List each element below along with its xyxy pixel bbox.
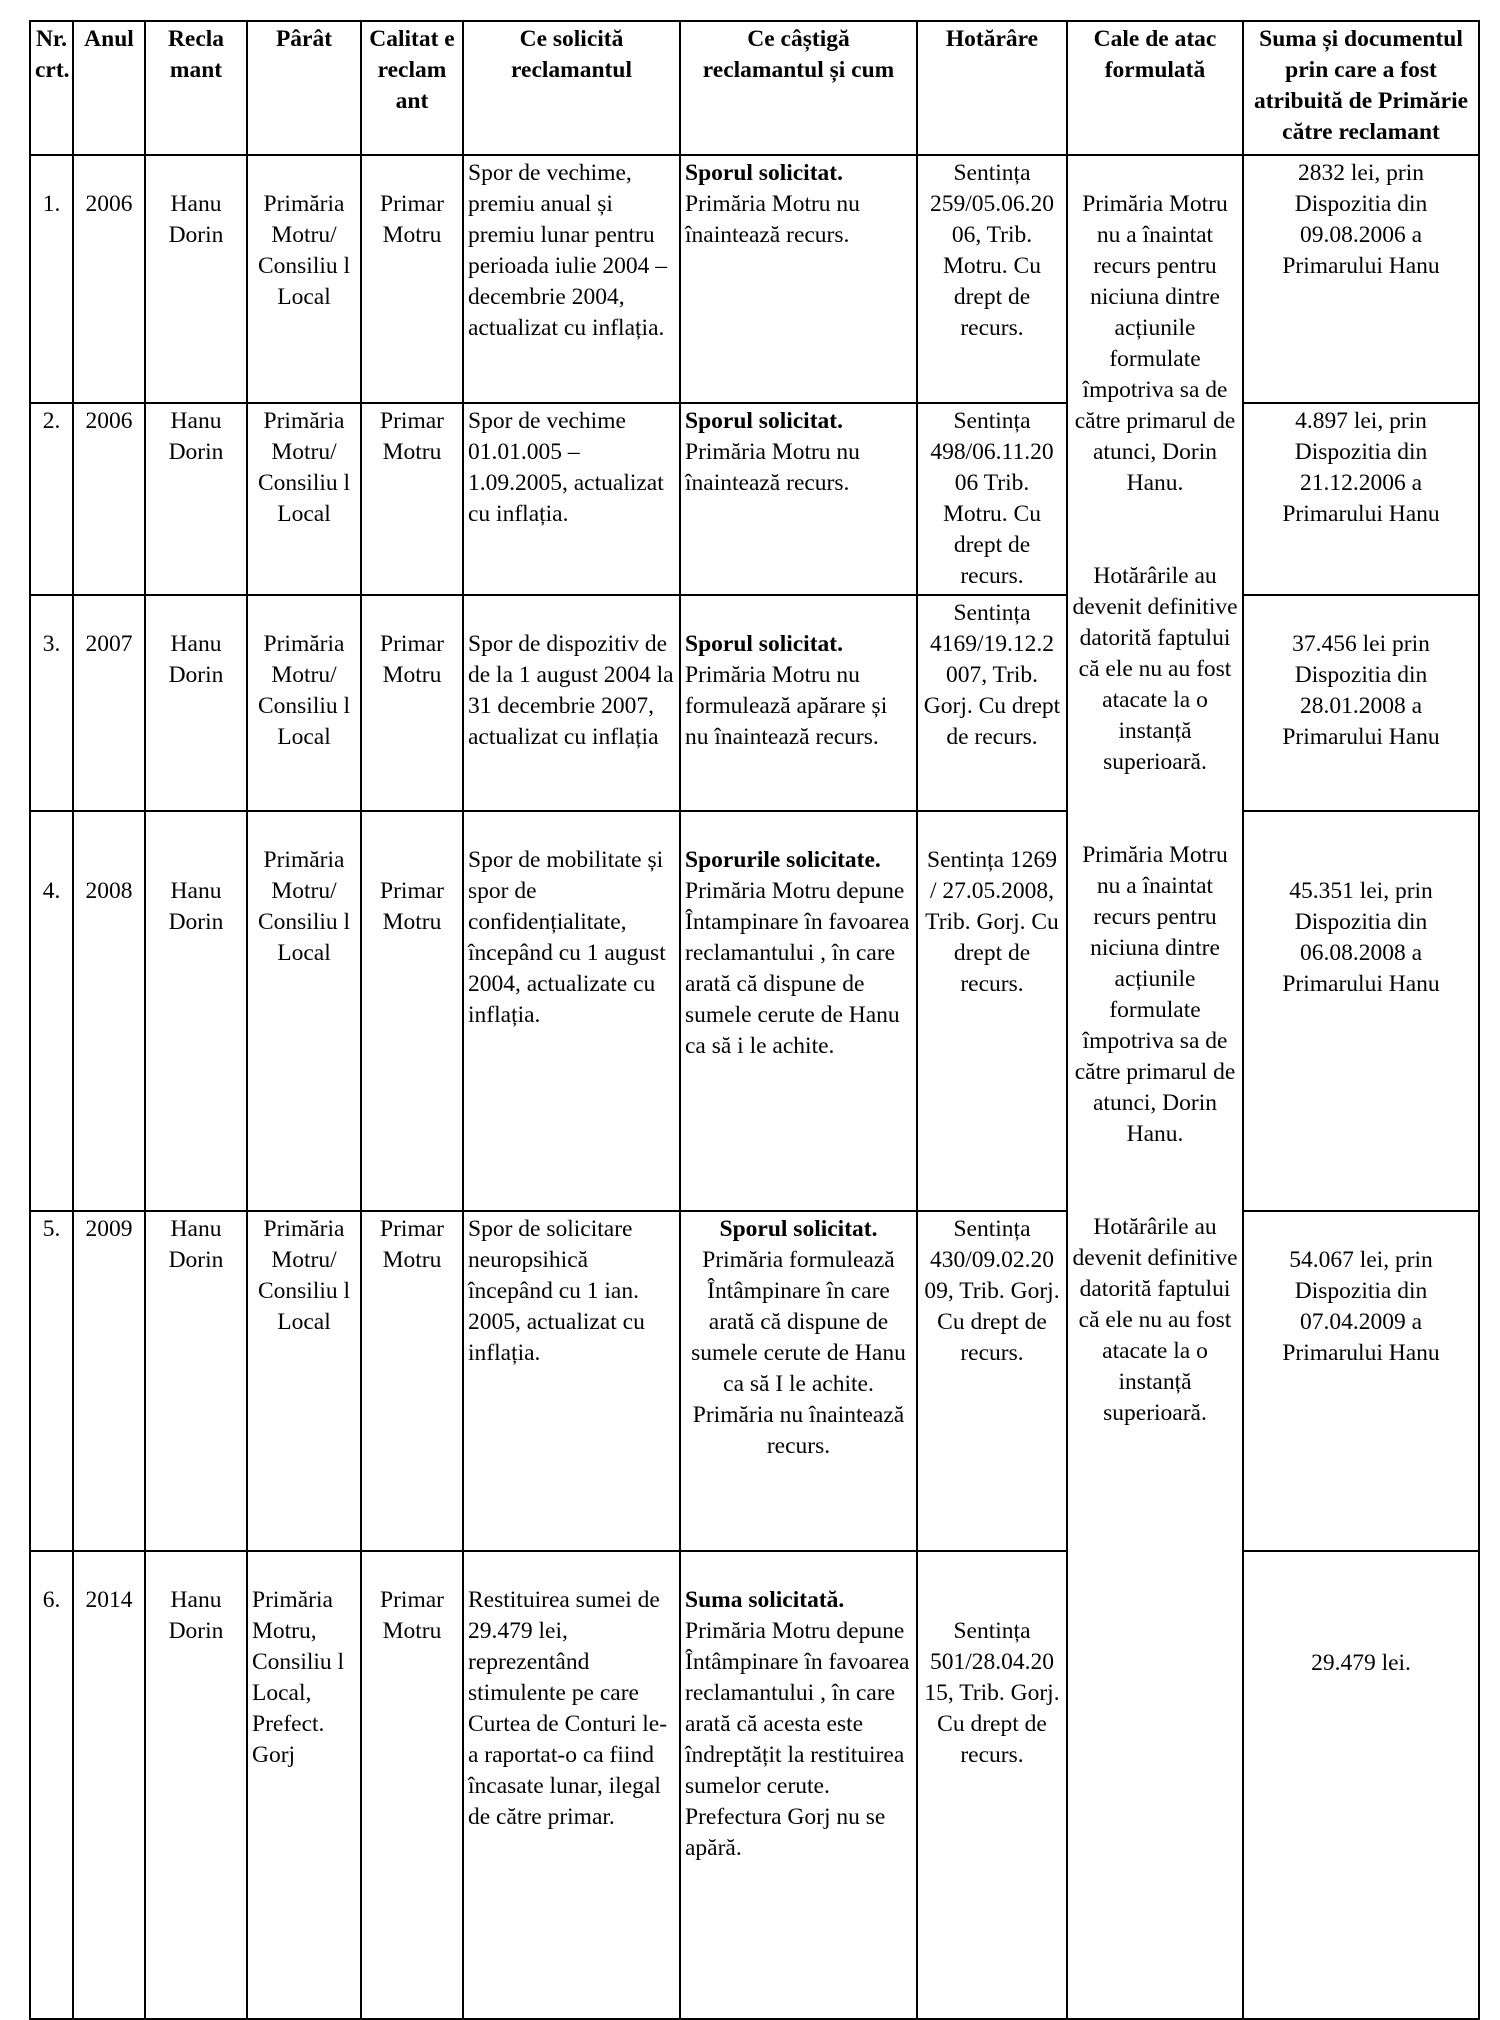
- table-row: [30, 811, 1479, 1211]
- cell-calitate: Primar Motru: [361, 811, 463, 1211]
- cell-reclamant: Hanu Dorin: [145, 1211, 247, 1551]
- cell-hotarare: Sentința 259/05.06.20 06, Trib. Motru. Cu drept de recurs.: [917, 155, 1067, 403]
- cell-solicita: Spor de solicitare neuropsihică începând cu 1 ian. 2005, actualizat cu inflația.: [463, 1211, 680, 1551]
- cell-calitate: Primar Motru: [361, 1211, 463, 1551]
- cale-atac-text-3: Primăria Motru nu a înaintat recurs pentru niciuna dintre acțiunile formulate împotriva sa de către primarul de atunci, Dorin Hanu.: [1074, 842, 1236, 1147]
- cell-nr: 4.: [30, 811, 73, 1211]
- cell-solicita: Spor de vechime, premiu anual și premiu lunar pentru perioada iulie 2004 – decembrie 2004, actualizat cu inflația.: [463, 155, 680, 403]
- table-row: [30, 595, 1479, 811]
- cell-solicita: Restituirea sumei de 29.479 lei, reprezentând stimulente pe care Curtea de Conturi le-a raportat-o ca fiind încasate lunar, ilegal de către primar.: [463, 1551, 680, 2019]
- header-castiga: Ce câștigă reclamantul și cum: [680, 21, 917, 155]
- cell-castiga: [680, 155, 917, 403]
- cell-nr: 2.: [30, 403, 73, 595]
- header-anul: Anul: [73, 21, 145, 155]
- header-reclamant: Recla mant: [145, 21, 247, 155]
- cell-castiga: [680, 595, 917, 811]
- cell-hotarare: Sentința 430/09.02.20 09, Trib. Gorj. Cu drept de recurs.: [917, 1211, 1067, 1551]
- cell-parat: Primăria Motru/ Consiliu l Local: [247, 403, 361, 595]
- cell-reclamant: Hanu Dorin: [145, 595, 247, 811]
- cell-solicita: Spor de vechime 01.01.005 – 1.09.2005, actualizat cu inflația.: [463, 403, 680, 595]
- castiga-text: Primăria Motru nu înaintează recurs.: [685, 191, 860, 248]
- castiga-bold: Sporul solicitat.: [685, 631, 843, 657]
- cell-hotarare: Sentința 498/06.11.20 06 Trib. Motru. Cu drept de recurs.: [917, 403, 1067, 595]
- cell-suma: 4.897 lei, prin Dispozitia din 21.12.2006 a Primarului Hanu: [1243, 403, 1479, 595]
- cell-solicita: Spor de mobilitate și spor de confidențialitate, începând cu 1 august 2004, actualizate cu inflația.: [463, 811, 680, 1211]
- cell-calitate: Primar Motru: [361, 403, 463, 595]
- castiga-text: Primăria formulează Întâmpinare în care arată că dispune de sumele cerute de Hanu ca să I le achite. Primăria nu înaintează recurs.: [691, 1247, 906, 1459]
- header-solicita: Ce solicită reclamantul: [463, 21, 680, 155]
- cell-suma: 54.067 lei, prin Dispozitia din 07.04.2009 a Primarului Hanu: [1243, 1211, 1479, 1551]
- cell-anul: 2008: [73, 811, 145, 1211]
- castiga-bold: Sporurile solicitate.: [685, 847, 881, 873]
- cell-parat: Primăria Motru, Consiliu l Local, Prefect. Gorj: [247, 1551, 361, 2019]
- castiga-text: Primăria Motru depune Întâmpinare în favoarea reclamantului , în care arată că acesta este îndreptățit la restituirea sumelor cerute. Prefectura Gorj nu se apără.: [685, 1618, 910, 1861]
- cell-reclamant: Hanu Dorin: [145, 155, 247, 403]
- cell-anul: 2009: [73, 1211, 145, 1551]
- cell-anul: 2006: [73, 155, 145, 403]
- header-row: [30, 21, 1479, 155]
- cell-nr: 6.: [30, 1551, 73, 2019]
- cell-reclamant: Hanu Dorin: [145, 1551, 247, 2019]
- header-nr: Nr. crt.: [30, 21, 73, 155]
- cell-reclamant: Hanu Dorin: [145, 811, 247, 1211]
- cell-parat: Primăria Motru/ Consiliu l Local: [247, 1211, 361, 1551]
- cell-parat: Primăria Motru/ Consiliu l Local: [247, 811, 361, 1211]
- castiga-bold: Sporul solicitat.: [685, 160, 843, 186]
- castiga-text: Primăria Motru nu formulează apărare și nu înaintează recurs.: [685, 662, 888, 750]
- table-row: [30, 155, 1479, 403]
- cell-castiga: [680, 1551, 917, 2019]
- cell-hotarare: Sentința 501/28.04.20 15, Trib. Gorj. Cu drept de recurs.: [917, 1551, 1067, 2019]
- castiga-bold: Sporul solicitat.: [719, 1216, 878, 1242]
- cale-atac-text-2: Hotărârile au devenit definitive datorită faptului că ele nu au fost atacate la o instanță superioară.: [1072, 563, 1238, 775]
- cell-anul: 2007: [73, 595, 145, 811]
- castiga-bold: Sporul solicitat.: [685, 408, 843, 434]
- header-parat: Pârât: [247, 21, 361, 155]
- table-row: [30, 1551, 1479, 2019]
- cale-atac-text-1: Primăria Motru nu a înaintat recurs pentru niciuna dintre acțiunile formulate împotriva sa de către primarul de atunci, Dorin Hanu.: [1074, 191, 1236, 496]
- cell-calitate: Primar Motru: [361, 1551, 463, 2019]
- cale-atac-text-4: Hotărârile au devenit definitive datorită faptului că ele nu au fost atacate la o instanță superioară.: [1072, 1214, 1238, 1426]
- cell-calitate: Primar Motru: [361, 595, 463, 811]
- castiga-text: Primăria Motru nu înaintează recurs.: [685, 439, 860, 496]
- header-suma: Suma și documentul prin care a fost atribuită de Primărie către reclamant: [1243, 21, 1479, 155]
- cell-solicita: Spor de dispozitiv de de la 1 august 2004 la 31 decembrie 2007, actualizat cu inflația: [463, 595, 680, 811]
- header-hotarare: Hotărâre: [917, 21, 1067, 155]
- cell-nr: 3.: [30, 595, 73, 811]
- cell-nr: 1.: [30, 155, 73, 403]
- header-cale-atac: Cale de atac formulată: [1067, 21, 1243, 155]
- cell-parat: Primăria Motru/ Consiliu l Local: [247, 155, 361, 403]
- cell-calitate: Primar Motru: [361, 155, 463, 403]
- lawsuits-table: [29, 20, 1480, 2020]
- cell-hotarare: Sentința 1269 / 27.05.2008, Trib. Gorj. Cu drept de recurs.: [917, 811, 1067, 1211]
- cell-suma: 2832 lei, prin Dispozitia din 09.08.2006 a Primarului Hanu: [1243, 155, 1479, 403]
- cell-nr: 5.: [30, 1211, 73, 1551]
- cell-cale-atac: [1067, 155, 1243, 2019]
- cell-suma: 29.479 lei.: [1243, 1551, 1479, 2019]
- cell-hotarare: Sentința 4169/19.12.2 007, Trib. Gorj. Cu drept de recurs.: [917, 595, 1067, 811]
- table-row: [30, 403, 1479, 595]
- header-calitate: Calitat e reclam ant: [361, 21, 463, 155]
- cell-anul: 2014: [73, 1551, 145, 2019]
- castiga-text: Primăria Motru depune Întampinare în favoarea reclamantului , în care arată că dispune de sumele cerute de Hanu ca să i le achite.: [685, 878, 910, 1059]
- castiga-bold: Suma solicitată.: [685, 1587, 845, 1613]
- table-row: [30, 1211, 1479, 1551]
- cell-castiga: [680, 811, 917, 1211]
- cell-parat: Primăria Motru/ Consiliu l Local: [247, 595, 361, 811]
- cell-suma: 37.456 lei prin Dispozitia din 28.01.2008 a Primarului Hanu: [1243, 595, 1479, 811]
- cell-anul: 2006: [73, 403, 145, 595]
- cell-suma: 45.351 lei, prin Dispozitia din 06.08.2008 a Primarului Hanu: [1243, 811, 1479, 1211]
- cell-reclamant: Hanu Dorin: [145, 403, 247, 595]
- cell-castiga: [680, 1211, 917, 1551]
- cell-castiga: [680, 403, 917, 595]
